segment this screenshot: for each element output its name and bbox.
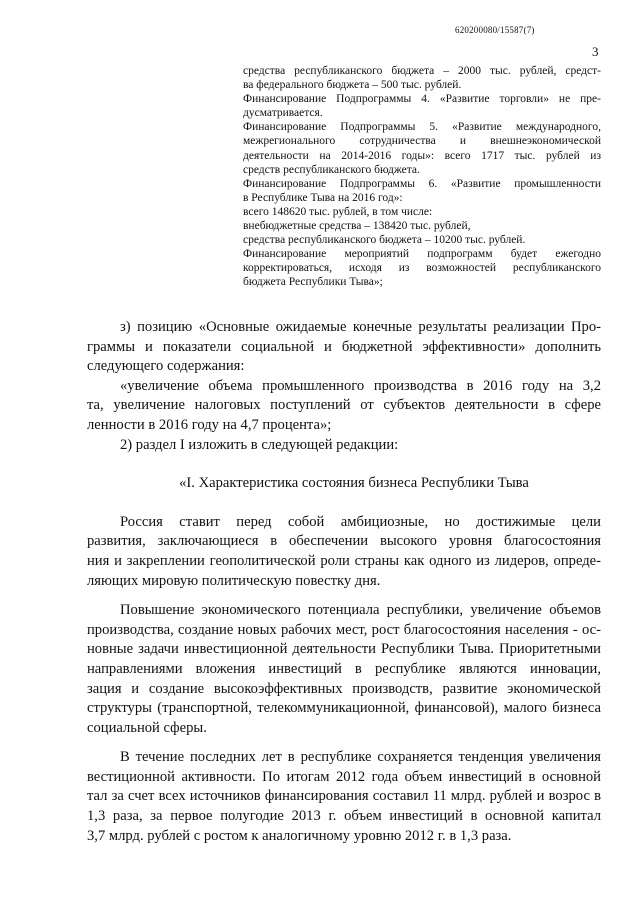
table-cell-line: средства республиканского бюджета – 2000 тыс. рублей, средст-: [243, 65, 601, 77]
table-cell-line: дусматривается.: [243, 107, 323, 120]
body-text: [87, 318, 601, 846]
text-line: производства, создание новых рабочих мест, рост благосостояния населения - ос-: [87, 621, 601, 638]
text-line: В течение последних лет в республике сохраняется тенденция увеличения: [120, 749, 601, 766]
table-cell-line: Финансирование Подпрограммы 5. «Развитие международного,: [243, 121, 601, 134]
text-line: Повышение экономического потенциала республики, увеличение объемов: [120, 602, 601, 619]
text-line: вестиционной активности. По итогам 2012 года объем инвестиций в основной: [87, 768, 601, 785]
table-cell-financing: [243, 64, 601, 290]
text-line: ленности в 2016 году на 4,7 процента»;: [87, 416, 332, 433]
text-line: ния и закреплении геополитической роли страны как одного из лидеров, опреде-: [87, 552, 601, 569]
text-line: новные задачи инвестиционной деятельности Республики Тыва. Приоритетными: [87, 641, 601, 658]
text-line: зация и создание высокоэффективных производств, развитие экономической: [87, 680, 601, 697]
text-line: 1,3 раза, за первое полугодие 2013 г. объем инвестиций в основной капитал: [87, 808, 601, 825]
table-cell-line: всего 148620 тыс. рублей, в том числе:: [243, 205, 433, 218]
table-cell-line: средств республиканского бюджета.: [243, 163, 420, 176]
table-cell-line: бюджета Республики Тыва»;: [243, 276, 383, 289]
page-number: 3: [592, 44, 599, 59]
text-line: ляющих мировую политическую повестку дня.: [87, 572, 381, 589]
table-cell-line: внебюджетные средства – 138420 тыс. рублей,: [243, 220, 471, 233]
paragraph-section-one: [87, 436, 601, 456]
paragraph-amendment-z: [87, 318, 601, 377]
paragraph-economic-potential: [87, 601, 601, 738]
text-line: «увеличение объема промышленного производства в 2016 году на 3,2: [120, 377, 601, 394]
section-heading: «I. Характеристика состояния бизнеса Республики Тыва: [179, 475, 529, 492]
table-cell-line: ва федерального бюджета – 500 тыс. рублей.: [243, 79, 462, 92]
text-line: структуры (транспортной, телекоммуникационной, финансовой), малого бизнеса: [87, 700, 601, 717]
text-line: направлениями вложения инвестиций в республике являются инновации,: [87, 660, 601, 677]
paragraph-russia-goals: [87, 513, 601, 591]
text-line: Россия ставит перед собой амбициозные, но достижимые цели: [120, 513, 601, 530]
text-line: з) позицию «Основные ожидаемые конечные результаты реализации Про-: [120, 319, 601, 335]
table-cell-line: Финансирование Подпрограммы 6. «Развитие промышленности: [243, 177, 601, 190]
text-line: социальной сферы.: [87, 719, 207, 736]
text-line: та, увеличение налоговых поступлений от субъектов деятельности в сфере: [87, 397, 601, 414]
text-line: тал за счет всех источников финансирования составил 11 млрд. рублей и возрос в: [87, 788, 601, 805]
table-cell-line: Финансирование мероприятий подпрограмм будет ежегодно: [243, 248, 601, 261]
table-cell-line: Финансирование Подпрограммы 4. «Развитие торговли» не пре-: [243, 93, 601, 106]
table-cell-line: деятельности на 2014-2016 годы»: всего 1717 тыс. рублей из: [243, 149, 601, 162]
text-line: 2) раздел I изложить в следующей редакции:: [120, 436, 399, 453]
text-line: граммы и показатели социальной и бюджетной эффективности» дополнить: [87, 338, 601, 355]
table-cell-line: межрегионального сотрудничества и внешнеэкономической: [243, 135, 601, 148]
paragraph-quote-increase: [87, 377, 601, 436]
table-cell-line: в Республике Тыва на 2016 год»:: [243, 191, 403, 204]
table-cell-line: корректироваться, исходя из возможностей республиканского: [243, 262, 601, 275]
text-line: развития, заключающиеся в обеспечении высокого уровня благосостояния: [87, 533, 601, 550]
text-line: следующего содержания:: [87, 358, 245, 375]
document-code: 620200080/15587(7): [455, 25, 535, 35]
text-line: 3,7 млрд. рублей с ростом к аналогичному уровню 2012 г. в 1,3 раза.: [87, 827, 512, 844]
table-cell-line: средства республиканского бюджета – 10200 тыс. рублей.: [243, 234, 526, 247]
paragraph-investment-activity: [87, 748, 601, 846]
